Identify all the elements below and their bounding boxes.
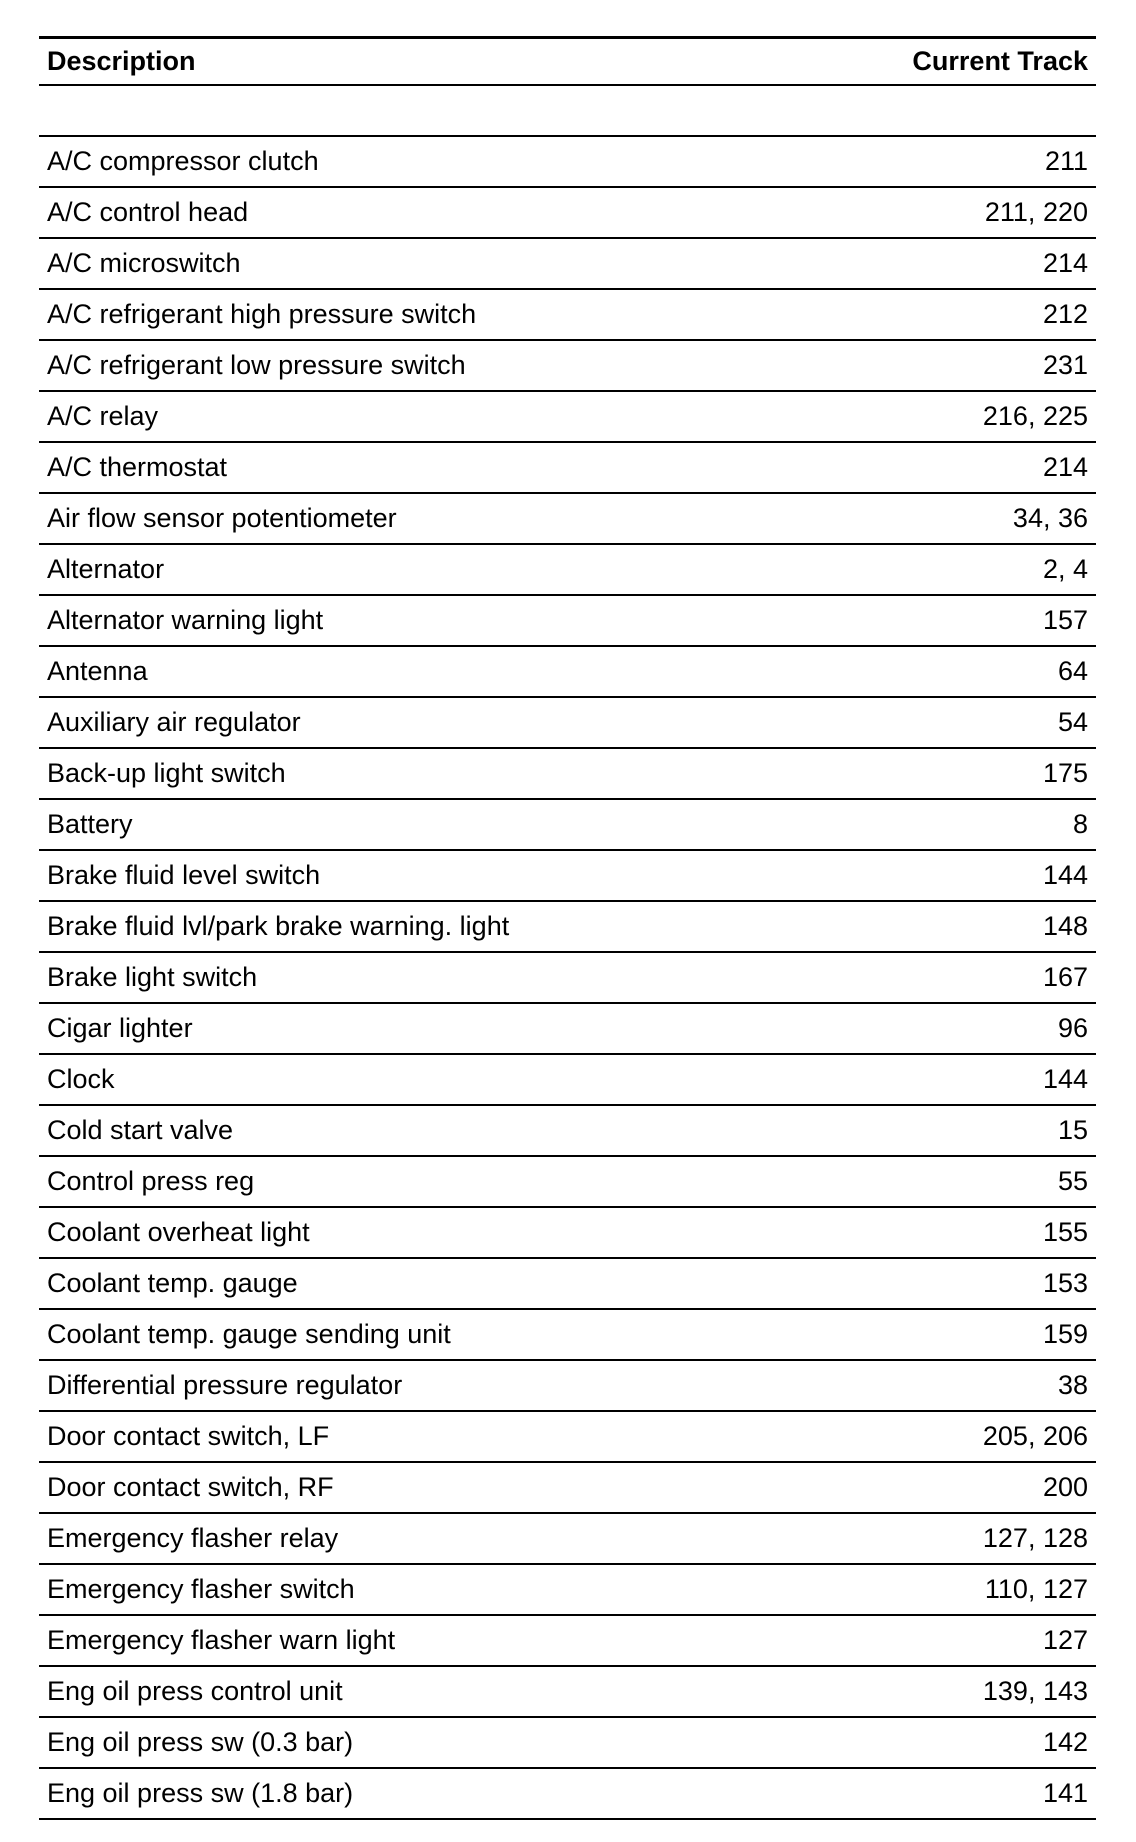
row-description: Alternator xyxy=(47,554,165,584)
table-row xyxy=(39,1667,1096,1718)
row-description: A/C thermostat xyxy=(47,452,228,482)
table-row xyxy=(39,1565,1096,1616)
row-description: Control press reg xyxy=(47,1166,255,1196)
row-current-track: 144 xyxy=(1042,860,1088,890)
row-description: Coolant temp. gauge sending unit xyxy=(47,1319,451,1349)
table-row xyxy=(39,1157,1096,1208)
table-row xyxy=(39,851,1096,902)
row-description: A/C microswitch xyxy=(47,248,241,278)
row-current-track: 216, 225 xyxy=(982,401,1088,431)
row-current-track: 214 xyxy=(1042,452,1088,482)
row-description: Brake light switch xyxy=(47,962,258,992)
row-description: Alternator warning light xyxy=(47,605,324,635)
row-description: Door contact switch, RF xyxy=(47,1472,334,1502)
table-row xyxy=(39,1616,1096,1667)
row-description: Back-up light switch xyxy=(47,758,286,788)
row-current-track: 175 xyxy=(1042,758,1088,788)
table-row xyxy=(39,1004,1096,1055)
row-description: Eng oil press sw (1.8 bar) xyxy=(47,1778,354,1808)
table-header xyxy=(39,36,1096,86)
row-current-track: 2, 4 xyxy=(1042,554,1088,584)
row-description: A/C control head xyxy=(47,197,249,227)
row-current-track: 34, 36 xyxy=(1012,503,1088,533)
table-row xyxy=(39,1055,1096,1106)
row-description: Door contact switch, LF xyxy=(47,1421,330,1451)
row-current-track: 205, 206 xyxy=(982,1421,1088,1451)
row-description: Cigar lighter xyxy=(47,1013,193,1043)
row-description: Emergency flasher warn light xyxy=(47,1625,396,1655)
row-current-track: 148 xyxy=(1042,911,1088,941)
row-current-track: 127 xyxy=(1042,1625,1088,1655)
row-description: Emergency flasher relay xyxy=(47,1523,339,1553)
table-row xyxy=(39,749,1096,800)
table-row xyxy=(39,443,1096,494)
table-row xyxy=(39,239,1096,290)
row-description: Emergency flasher switch xyxy=(47,1574,355,1604)
table-row xyxy=(39,1208,1096,1259)
table-row xyxy=(39,800,1096,851)
table-row xyxy=(39,902,1096,953)
row-current-track: 139, 143 xyxy=(982,1676,1088,1706)
row-current-track: 200 xyxy=(1042,1472,1088,1502)
table-row xyxy=(39,1106,1096,1157)
table-row xyxy=(39,1310,1096,1361)
row-description: A/C compressor clutch xyxy=(47,146,319,176)
header-current-track: Current Track xyxy=(912,46,1088,76)
row-current-track: 167 xyxy=(1042,962,1088,992)
row-description: Air flow sensor potentiometer xyxy=(47,503,397,533)
row-current-track: 211 xyxy=(1044,146,1088,176)
row-description: A/C refrigerant high pressure switch xyxy=(47,299,477,329)
row-current-track: 54 xyxy=(1057,707,1088,737)
row-current-track: 155 xyxy=(1042,1217,1088,1247)
table-row xyxy=(39,1259,1096,1310)
table-row xyxy=(39,698,1096,749)
table-row xyxy=(39,596,1096,647)
row-current-track: 153 xyxy=(1042,1268,1088,1298)
header-description: Description xyxy=(47,46,196,76)
table-row xyxy=(39,341,1096,392)
row-description: Coolant temp. gauge xyxy=(47,1268,298,1298)
row-current-track: 214 xyxy=(1042,248,1088,278)
row-description: Differential pressure regulator xyxy=(47,1370,403,1400)
row-current-track: 142 xyxy=(1042,1727,1088,1757)
table-row xyxy=(39,188,1096,239)
row-current-track: 55 xyxy=(1057,1166,1088,1196)
row-description: Antenna xyxy=(47,656,148,686)
row-description: Brake fluid lvl/park brake warning. light xyxy=(47,911,510,941)
row-description: Eng oil press sw (0.3 bar) xyxy=(47,1727,354,1757)
row-description: A/C relay xyxy=(47,401,159,431)
row-current-track: 15 xyxy=(1057,1115,1088,1145)
row-current-track: 211, 220 xyxy=(984,197,1088,227)
row-description: Battery xyxy=(47,809,133,839)
table-row xyxy=(39,1718,1096,1769)
row-current-track: 231 xyxy=(1042,350,1088,380)
table-row xyxy=(39,1463,1096,1514)
table-row xyxy=(39,545,1096,596)
row-description: Coolant overheat light xyxy=(47,1217,310,1247)
row-current-track: 96 xyxy=(1057,1013,1088,1043)
table-row xyxy=(39,494,1096,545)
table-body xyxy=(39,137,1096,1820)
table-row xyxy=(39,953,1096,1004)
row-current-track: 159 xyxy=(1042,1319,1088,1349)
row-current-track: 157 xyxy=(1042,605,1088,635)
row-description: Auxiliary air regulator xyxy=(47,707,301,737)
row-current-track: 141 xyxy=(1042,1778,1088,1808)
row-description: A/C refrigerant low pressure switch xyxy=(47,350,466,380)
row-current-track: 8 xyxy=(1072,809,1088,839)
row-current-track: 110, 127 xyxy=(984,1574,1088,1604)
table-row xyxy=(39,1514,1096,1565)
row-description: Clock xyxy=(47,1064,115,1094)
header-spacer xyxy=(39,86,1096,137)
table-row xyxy=(39,1769,1096,1820)
row-current-track: 144 xyxy=(1042,1064,1088,1094)
table-row xyxy=(39,392,1096,443)
current-track-table xyxy=(39,36,1096,1820)
row-current-track: 64 xyxy=(1057,656,1088,686)
row-description: Cold start valve xyxy=(47,1115,234,1145)
row-current-track: 38 xyxy=(1057,1370,1088,1400)
row-current-track: 212 xyxy=(1042,299,1088,329)
table-row xyxy=(39,1412,1096,1463)
table-row xyxy=(39,290,1096,341)
table-row xyxy=(39,1361,1096,1412)
table-row xyxy=(39,137,1096,188)
table-row xyxy=(39,647,1096,698)
row-description: Eng oil press control unit xyxy=(47,1676,343,1706)
row-description: Brake fluid level switch xyxy=(47,860,321,890)
row-current-track: 127, 128 xyxy=(982,1523,1088,1553)
